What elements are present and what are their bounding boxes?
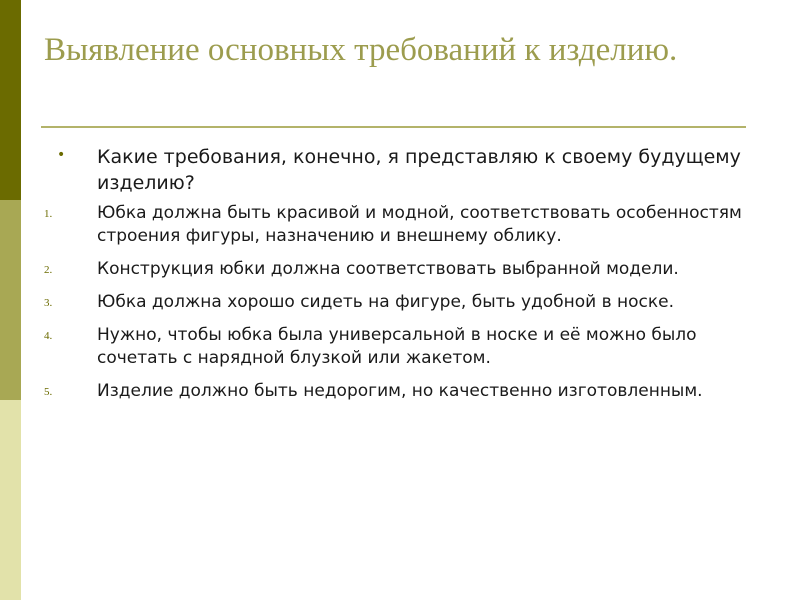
list-item-text: Нужно, чтобы юбка была универсальной в носке и её можно было сочетать с нарядной блузкой или жакетом. (97, 325, 697, 368)
list-number: 1. (44, 208, 53, 220)
slide-title: Выявление основных требований к изделию. (44, 32, 678, 68)
lead-bullet-text: Какие требования, конечно, я представляю к своему будущему изделию? (97, 146, 741, 194)
side-bar-block-light (0, 400, 21, 600)
list-number: 2. (44, 264, 53, 276)
list-item (44, 324, 744, 370)
list-number: 4. (44, 330, 53, 342)
side-bar-block-dark (0, 0, 21, 200)
side-bar-block-mid (0, 200, 21, 400)
title-divider (41, 126, 746, 128)
decorative-side-bar (0, 0, 21, 600)
list-number: 5. (44, 386, 53, 398)
list-item-text: Юбка должна быть красивой и модной, соответствовать особенностям строения фигуры, назначению и внешнему облику. (97, 203, 742, 246)
list-item (44, 291, 744, 314)
bullet-marker: • (57, 147, 66, 163)
list-number: 3. (44, 297, 53, 309)
slide-content (44, 144, 744, 413)
list-item (44, 258, 744, 281)
list-item (44, 202, 744, 248)
list-item-text: Конструкция юбки должна соответствовать выбранной модели. (97, 259, 679, 279)
lead-bullet-item (44, 144, 744, 196)
list-item-text: Юбка должна хорошо сидеть на фигуре, быть удобной в носке. (97, 292, 675, 312)
list-item (44, 380, 744, 403)
list-item-text: Изделие должно быть недорогим, но качественно изготовленным. (97, 381, 703, 401)
